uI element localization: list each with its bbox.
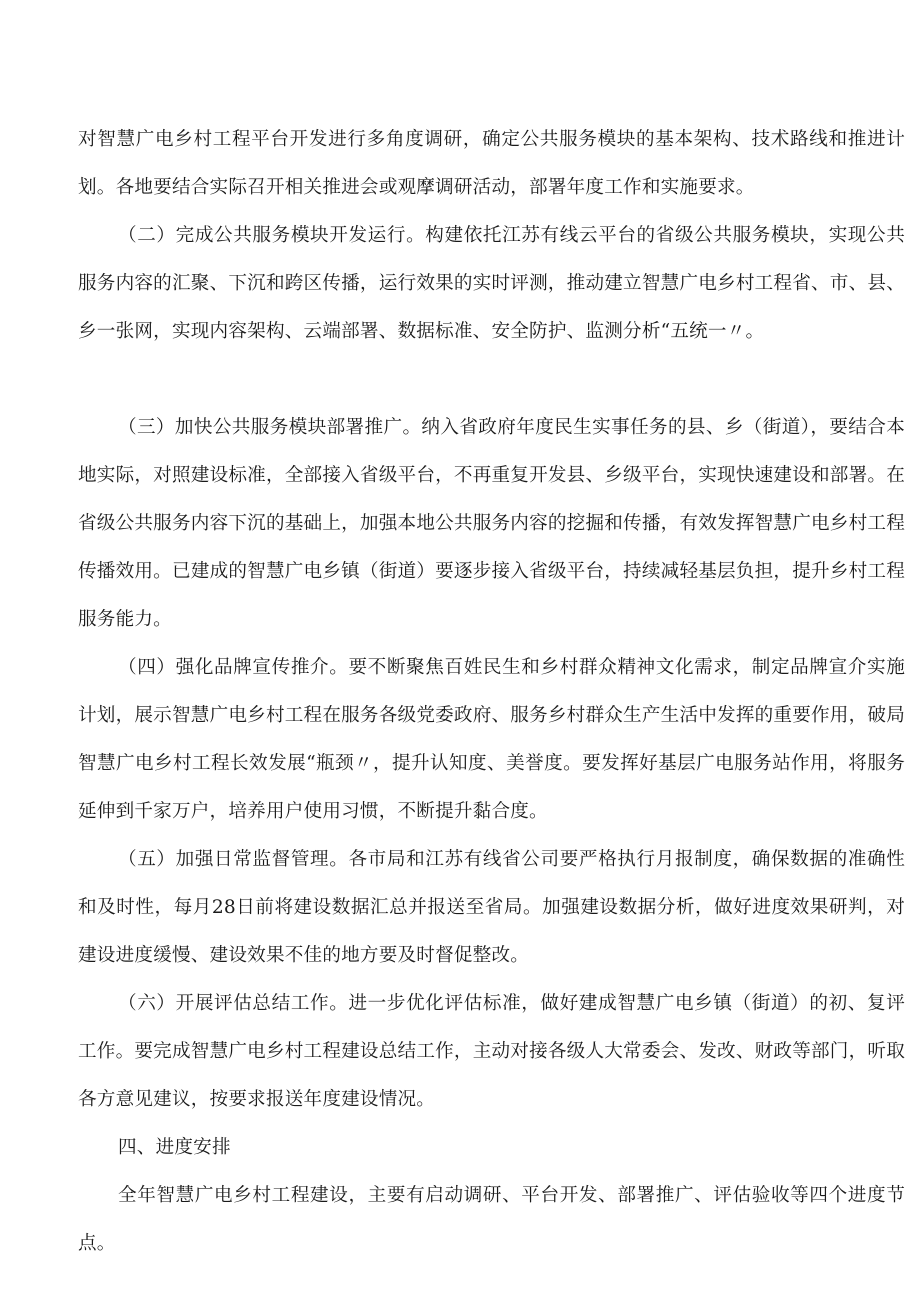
- paragraph-module-development: （二）完成公共服务模块开发运行。构建依托江苏有线云平台的省级公共服务模块，实现公共服务内容的汇聚、下沉和跨区传播，运行效果的实时评测，推动建立智慧广电乡村工程省、市、县、乡一张网，实现内容架构、云端部署、数据标准、安全防护、监测分析“五统一〃。: [78, 225, 905, 342]
- paragraph-brand-promotion: （四）强化品牌宣传推介。要不断聚焦百姓民生和乡村群众精神文化需求，制定品牌宣介实施计划，展示智慧广电乡村工程在服务各级党委政府、服务乡村群众生产生活中发挥的重要作用，破局智慧广电乡村工程长效发展“瓶颈〃，提升认知度、美誉度。要发挥好基层广电服务站作用，将服务延伸到千家万户，培养用户使用习惯，不断提升黏合度。: [78, 657, 905, 822]
- paragraph-research-continuation: 对智慧广电乡村工程平台开发进行多角度调研，确定公共服务模块的基本架构、技术路线和推进计划。各地要结合实际召开相关推进会或观摩调研活动，部署年度工作和实施要求。: [78, 129, 905, 198]
- paragraph-supervision: （五）加强日常监督管理。各市局和江苏有线省公司要严格执行月报制度，确保数据的准确性和及时性，每月28日前将建设数据汇总并报送至省局。加强建设数据分析，做好进度效果研判，对建设进度缓慢、建设效果不佳的地方要及时督促整改。: [78, 849, 905, 966]
- section-heading-schedule: 四、进度安排: [118, 1137, 231, 1158]
- paragraph-schedule-nodes: 全年智慧广电乡村工程建设，主要有启动调研、平台开发、部署推广、评估验收等四个进度节点。: [78, 1185, 905, 1254]
- paragraph-module-deployment: （三）加快公共服务模块部署推广。纳入省政府年度民生实事任务的县、乡（街道），要结合本地实际，对照建设标准，全部接入省级平台，不再重复开发县、乡级平台，实现快速建设和部署。在省级公共服务内容下沉的基础上，加强本地公共服务内容的挖掘和传播，有效发挥智慧广电乡村工程传播效用。已建成的智慧广电乡镇（街道）要逐步接入省级平台，持续减轻基层负担，提升乡村工程服务能力。: [78, 417, 905, 630]
- paragraph-evaluation: （六）开展评估总结工作。进一步优化评估标准，做好建成智慧广电乡镇（街道）的初、复评工作。要完成智慧广电乡村工程建设总结工作，主动对接各级人大常委会、发改、财政等部门，听取各方意见建议，按要求报送年度建设情况。: [78, 993, 905, 1110]
